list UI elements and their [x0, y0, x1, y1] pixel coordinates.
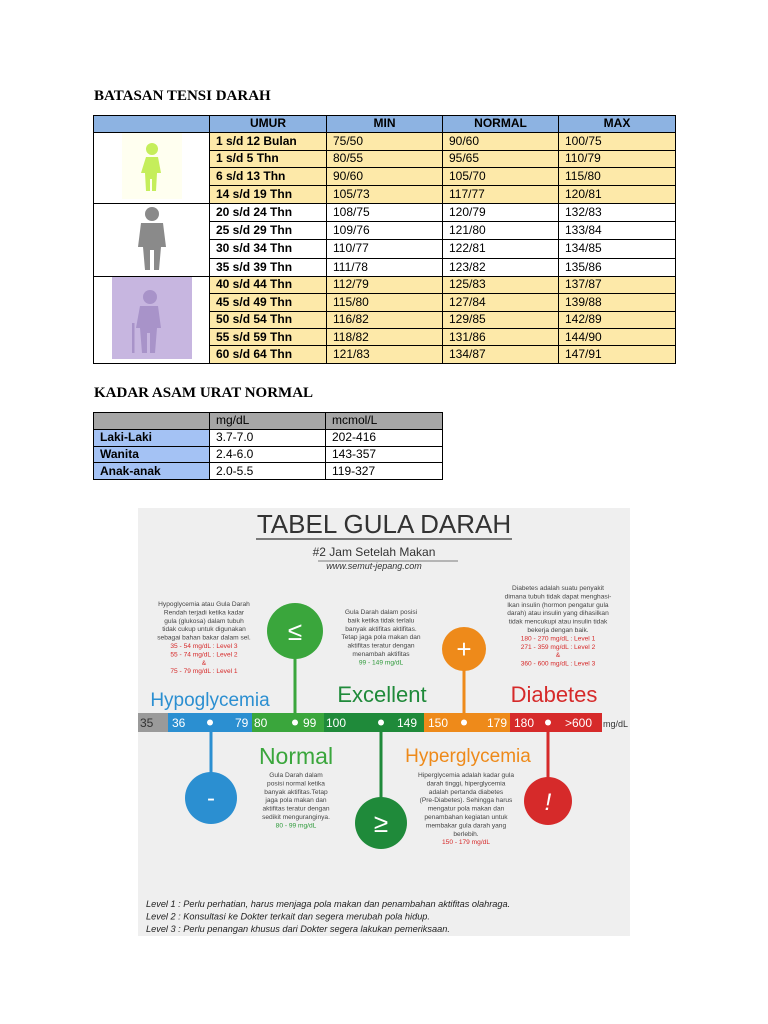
value-cell: 2.0-5.5	[210, 463, 326, 480]
bp-table	[93, 115, 676, 364]
label-normal: Normal	[258, 743, 334, 769]
value-cell: 110/79	[559, 150, 676, 168]
table-row	[94, 429, 443, 446]
label-diabetes: Diabetes	[510, 682, 598, 707]
scale-label: >600	[565, 716, 593, 730]
scale-label: 179	[487, 716, 508, 730]
diabetes-note: Diabetes adalah suatu penyakit dimana tubuh tidak dapat menghasi-lkan insulin (hormon pengatur gula darah) atau insulin yang dihasilkan tidak mencukupi atau insulin tidak bekerja dengan baik. 180 - 270 mg/dL : Level 1 271 - 359 mg/dL : Level 2 & 360 - 600 mg/dL : Level 3	[504, 585, 612, 668]
value-cell: 121/80	[443, 222, 559, 240]
le-symbol: ≤	[287, 616, 303, 646]
age-cell: 45 s/d 49 Thn	[210, 294, 327, 311]
scale-label: 180	[514, 716, 535, 730]
value-cell: 121/83	[327, 346, 443, 363]
table-row	[94, 446, 443, 463]
age-cell: 35 s/d 39 Thn	[210, 258, 327, 276]
value-cell: 105/73	[327, 186, 443, 204]
scale-label: 35	[140, 716, 154, 730]
row-label: Wanita	[94, 446, 210, 463]
value-cell: 75/50	[327, 132, 443, 150]
label-excellent: Excellent	[337, 682, 427, 707]
scale-label: 150	[428, 716, 449, 730]
age-cell: 30 s/d 34 Thn	[210, 240, 327, 258]
blood-sugar-infographic	[138, 508, 630, 936]
row-label: Anak-anak	[94, 463, 210, 480]
scale-label: mg/dL	[603, 719, 629, 729]
label-hyperglycemia: Hyperglycemia	[405, 746, 531, 767]
child-figure-icon	[94, 132, 210, 203]
value-cell: 147/91	[559, 346, 676, 363]
elder-figure-icon	[94, 276, 210, 363]
header-blank	[94, 116, 210, 133]
value-cell: 134/87	[443, 346, 559, 363]
value-cell: 3.7-7.0	[210, 429, 326, 446]
value-cell: 118/82	[327, 328, 443, 345]
age-cell: 40 s/d 44 Thn	[210, 276, 327, 293]
value-cell: 120/81	[559, 186, 676, 204]
value-cell: 80/55	[327, 150, 443, 168]
value-cell: 119-327	[326, 463, 443, 480]
value-cell: 116/82	[327, 311, 443, 328]
value-cell: 127/84	[443, 294, 559, 311]
column-header: mg/dL	[210, 413, 326, 430]
age-cell: 6 s/d 13 Thn	[210, 168, 327, 186]
excl-symbol: !	[544, 789, 552, 816]
value-cell: 109/76	[327, 222, 443, 240]
footer-line: Level 2 : Konsultasi ke Dokter terkait dan segera merubah pola hidup.	[146, 911, 430, 922]
value-cell: 110/77	[327, 240, 443, 258]
excellent-note: Gula Darah dalam posisi baik ketika tidak terlalu banyak aktifitas aktifitas. Tetap jaga pola makan dan aktifitas teratur dengan menambah aktifitas 99 - 149 mg/dL	[341, 609, 421, 667]
value-cell: 143-357	[326, 446, 443, 463]
value-cell: 134/85	[559, 240, 676, 258]
value-cell: 135/86	[559, 258, 676, 276]
value-cell: 111/78	[327, 258, 443, 276]
value-cell: 132/83	[559, 203, 676, 221]
value-cell: 144/90	[559, 328, 676, 345]
value-cell: 202-416	[326, 429, 443, 446]
age-cell: 60 s/d 64 Thn	[210, 346, 327, 363]
value-cell: 2.4-6.0	[210, 446, 326, 463]
table-row	[94, 132, 676, 150]
row-label: Laki-Laki	[94, 429, 210, 446]
value-cell: 122/81	[443, 240, 559, 258]
value-cell: 112/79	[327, 276, 443, 293]
value-cell: 100/75	[559, 132, 676, 150]
scale-label: 36	[172, 716, 186, 730]
value-cell: 129/85	[443, 311, 559, 328]
value-cell: 137/87	[559, 276, 676, 293]
value-cell: 133/84	[559, 222, 676, 240]
value-cell: 105/70	[443, 168, 559, 186]
value-cell: 90/60	[327, 168, 443, 186]
age-cell: 55 s/d 59 Thn	[210, 328, 327, 345]
sugar-website: www.semut-jepang.com	[326, 561, 422, 571]
value-cell: 117/77	[443, 186, 559, 204]
scale-label: 149	[397, 716, 418, 730]
table-row	[94, 463, 443, 480]
column-header: mcmol/L	[326, 413, 443, 430]
uric-table	[93, 412, 443, 480]
table-row	[94, 276, 676, 293]
value-cell: 108/75	[327, 203, 443, 221]
value-cell: 142/89	[559, 311, 676, 328]
sugar-subtitle: #2 Jam Setelah Makan	[312, 545, 436, 559]
value-cell: 115/80	[559, 168, 676, 186]
value-cell: 125/83	[443, 276, 559, 293]
age-cell: 1 s/d 5 Thn	[210, 150, 327, 168]
value-cell: 95/65	[443, 150, 559, 168]
plus-symbol: +	[456, 634, 472, 664]
column-header: MAX	[559, 116, 676, 133]
bp-title: BATASAN TENSI DARAH	[94, 88, 271, 104]
column-header: NORMAL	[443, 116, 559, 133]
glucose-scale-bar	[138, 713, 630, 732]
value-cell: 139/88	[559, 294, 676, 311]
column-header: UMUR	[210, 116, 327, 133]
scale-label: 99	[303, 716, 317, 730]
table-row	[94, 203, 676, 221]
value-cell: 90/60	[443, 132, 559, 150]
uric-title: KADAR ASAM URAT NORMAL	[94, 385, 314, 401]
normal-note: Gula Darah dalam posisi normal ketika banyak aktifitas.Tetap jaga pola makan dan aktifitas teratur dengan sedikit menguranginya. 80 - 99 mg/dL	[262, 772, 330, 830]
scale-label: 79	[235, 716, 249, 730]
age-cell: 1 s/d 12 Bulan	[210, 132, 327, 150]
column-header: MIN	[327, 116, 443, 133]
sugar-title: TABEL GULA DARAH	[256, 509, 512, 539]
ge-symbol: ≥	[373, 808, 389, 838]
age-cell: 14 s/d 19 Thn	[210, 186, 327, 204]
value-cell: 120/79	[443, 203, 559, 221]
value-cell: 123/82	[443, 258, 559, 276]
hypo-note: Hypoglycemia atau Gula Darah Rendah terjadi ketika kadar gula (glukosa) dalam tubuh tidak cukup untuk digunakan sebagai bahan bakar dalam sel. 35 - 54 mg/dL : Level 3 55 - 74 mg/dL : Level 2 & 75 - 79 mg/dL : Level 1	[157, 601, 251, 676]
value-cell: 131/86	[443, 328, 559, 345]
scale-label: 80	[254, 716, 268, 730]
label-hypoglycemia: Hypoglycemia	[150, 690, 270, 711]
footer-line: Level 1 : Perlu perhatian, harus menjaga pola makan dan penambahan aktifitas olahraga.	[146, 899, 511, 909]
age-cell: 50 s/d 54 Thn	[210, 311, 327, 328]
column-header	[94, 413, 210, 430]
age-cell: 20 s/d 24 Thn	[210, 203, 327, 221]
hyper-note: Hiperglycemia adalah kadar gula darah tinggi, hiperglycemia adalah pertanda diabetes (Pre-Diabetes). Sehingga harus mengatur pola makan dan penambahan kegiatan untuk membakar gula darah yang berlebih. 150 - 179 mg/dL	[417, 772, 515, 847]
footer-line: Level 3 : Perlu penangan khusus dari Dokter segera lakukan pemeriksaan.	[146, 924, 450, 934]
age-cell: 25 s/d 29 Thn	[210, 222, 327, 240]
scale-label: 100	[326, 716, 347, 730]
adult-figure-icon	[94, 203, 210, 276]
minus-symbol: -	[207, 785, 215, 812]
value-cell: 115/80	[327, 294, 443, 311]
